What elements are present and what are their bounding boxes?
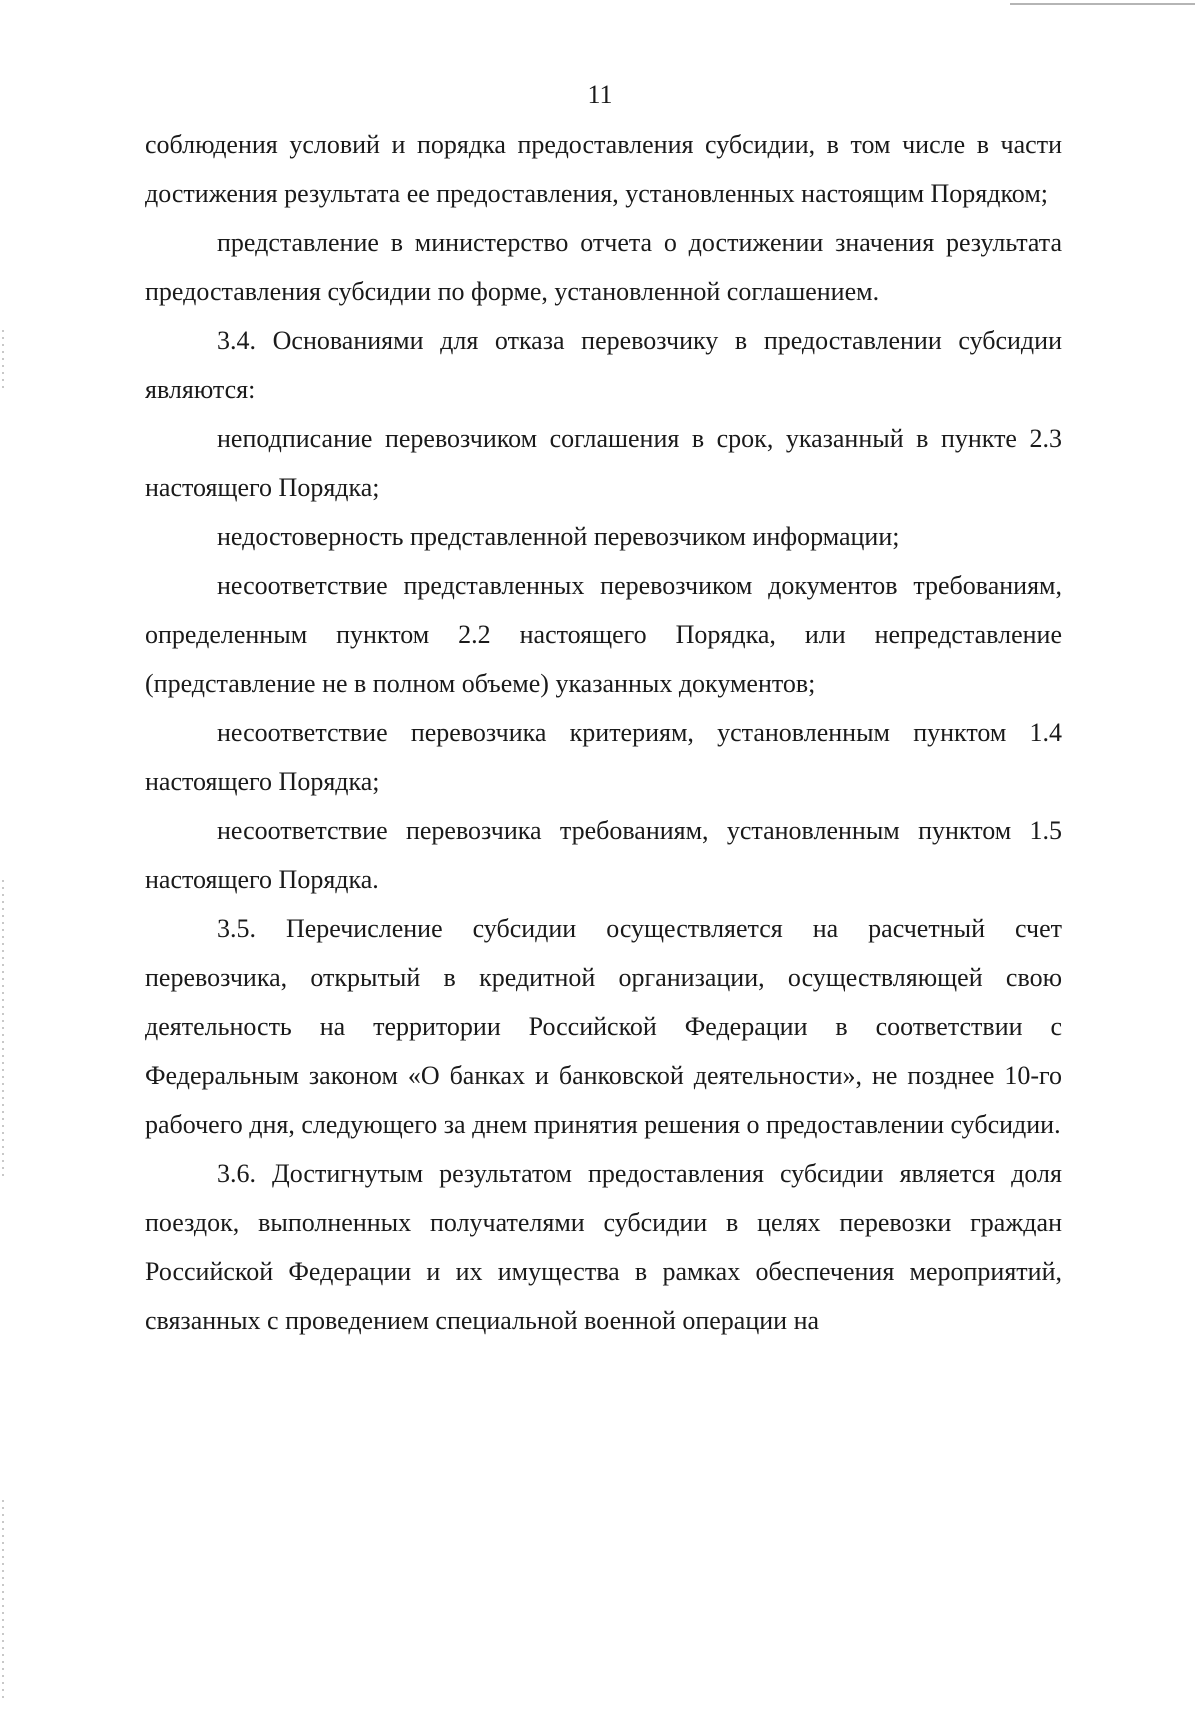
paragraph: 3.5. Перечисление субсидии осуществляется на расчетный счет перевозчика, открытый в кредитной организации, осуществляющей свою деятельность на территории Российской Федерации в соответствии с Федеральным законом «О банках и банковской деятельности», не позднее 10-го рабочего дня, следующего за днем принятия решения о предоставлении субсидии. xyxy=(145,914,1062,1139)
paragraph: несоответствие представленных перевозчиком документов требованиям, определенным пунктом 2.2 настоящего Порядка, или непредставление (представление не в полном объеме) указанных документов; xyxy=(145,571,1062,698)
paragraph: 3.4. Основаниями для отказа перевозчику в предоставлении субсидии являются: xyxy=(145,326,1062,404)
paragraph: недостоверность представленной перевозчиком информации; xyxy=(217,522,900,551)
paragraph: несоответствие перевозчика критериям, установленным пунктом 1.4 настоящего Порядка; xyxy=(145,718,1062,796)
page-number: 11 xyxy=(587,80,613,109)
document-body xyxy=(145,120,1062,1345)
scan-artifact-speckle xyxy=(2,1500,4,1700)
paragraph: соблюдения условий и порядка предоставления субсидии, в том числе в части достижения результата ее предоставления, установленных настоящим Порядком; xyxy=(145,130,1062,208)
scan-artifact-speckle xyxy=(2,330,4,390)
paragraph: 3.6. Достигнутым результатом предоставления субсидии является доля поездок, выполненных получателями субсидии в целях перевозки граждан Российской Федерации и их имущества в рамках обеспечения мероприятий, связанных с проведением специальной военной операции на xyxy=(145,1159,1062,1335)
paragraph: представление в министерство отчета о достижении значения результата предоставления субсидии по форме, установленной соглашением. xyxy=(145,228,1062,306)
paragraph: несоответствие перевозчика требованиям, установленным пунктом 1.5 настоящего Порядка. xyxy=(145,816,1062,894)
scan-artifact-line xyxy=(1010,3,1195,5)
scan-artifact-speckle xyxy=(2,880,4,1180)
paragraph: неподписание перевозчиком соглашения в срок, указанный в пункте 2.3 настоящего Порядка; xyxy=(145,424,1062,502)
